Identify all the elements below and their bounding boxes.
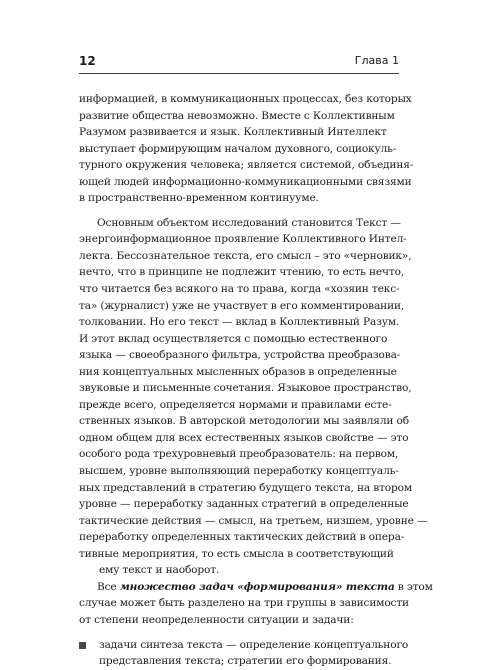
text-line: переработку определенных тактических действий в опера- <box>79 531 405 544</box>
text-line: та» (журналист) уже не участвует в его комментировании, <box>79 299 405 312</box>
page-number: 12 <box>79 54 96 68</box>
bullet-line <box>79 637 409 654</box>
text-line: турного окружения человека; является системой, объединя- <box>79 159 414 172</box>
paragraph-3 <box>79 579 433 629</box>
text-line: звуковые и письменные сочетания. Языковое пространство, <box>79 382 412 395</box>
text-line: ных представлений в стратегию будущего текста, на втором <box>79 481 412 494</box>
text-line: информацией, в коммуникационных процессах, без которых <box>79 93 412 105</box>
square-bullet-icon <box>79 642 86 649</box>
text-line: прежде всего, определяется нормами и правилами есте- <box>79 398 392 411</box>
text-line <box>79 579 433 596</box>
text-line: высшем, уровне выполняющий переработку концептуаль- <box>79 465 399 478</box>
text-line: ющей людей информационно-коммуникационными связями <box>79 175 412 188</box>
text-line: ему текст и наоборот. <box>99 564 220 577</box>
text-line: лекта. Бессознательное текста, его смысл – это «черновик», <box>79 249 412 262</box>
text-line: в пространственно-временном континууме. <box>79 192 319 205</box>
text-fragment: в этом <box>394 580 433 593</box>
text-line: тактические действия — смысл, на третьем, низшем, уровне — <box>79 514 428 527</box>
paragraph-gap <box>79 207 400 215</box>
text-line: Основным объектом исследований становится Текст — <box>97 216 401 229</box>
text-line: развитие общества невозможно. Вместе с Коллективным <box>79 109 395 122</box>
text-line: ственных языков. В авторской методологии мы заявляли об <box>79 415 409 428</box>
bullet-line: представления текста; стратегии его формирования. <box>99 655 392 668</box>
text-line: нечто, что в принципе не подлежит чтению, то есть нечто, <box>79 266 405 279</box>
chapter-label: Глава 1 <box>354 54 399 67</box>
text-line: И этот вклад осуществляется с помощью естественного <box>79 332 388 345</box>
emphasis-text: множество задач «формирования» текста <box>119 580 395 593</box>
paragraph-2 <box>79 215 428 579</box>
bullet-item-1 <box>79 637 409 670</box>
paragraph-1 <box>79 91 414 207</box>
text-line: ния концептуальных мысленных образов в определенные <box>79 365 397 378</box>
bullet-text: задачи синтеза текста — определение концептуального <box>99 638 409 651</box>
text-line: языка — своеобразного фильтра, устройства преобразова- <box>79 349 401 362</box>
text-line: одном общем для всех естественных языков свойстве — это <box>79 431 409 444</box>
header-rule <box>79 73 399 74</box>
body-text <box>79 91 433 670</box>
text-line: уровне — переработку заданных стратегий в определенные <box>79 498 409 511</box>
text-line: что читается без всякого на то права, когда «хозяин текс- <box>79 283 400 296</box>
page-header <box>79 52 399 74</box>
text-fragment: Все <box>97 580 120 593</box>
text-line: от степени неопределенности ситуации и задачи: <box>79 613 354 626</box>
text-line: Разумом развивается и язык. Коллективный Интеллект <box>79 126 387 139</box>
paragraph-gap <box>79 629 400 637</box>
text-line: энергоинформационное проявление Коллективного Интел- <box>79 233 407 246</box>
text-line: выступает формирующим началом духовного, социокуль- <box>79 142 397 155</box>
text-line: случае может быть разделено на три группы в зависимости <box>79 597 409 610</box>
text-line: тивные мероприятия, то есть смысла в соответствующий <box>79 547 394 560</box>
text-line: особого рода трехуровневый преобразователь: на первом, <box>79 448 399 461</box>
text-line: толковании. Но его текст — вклад в Коллективный Разум. <box>79 316 400 329</box>
